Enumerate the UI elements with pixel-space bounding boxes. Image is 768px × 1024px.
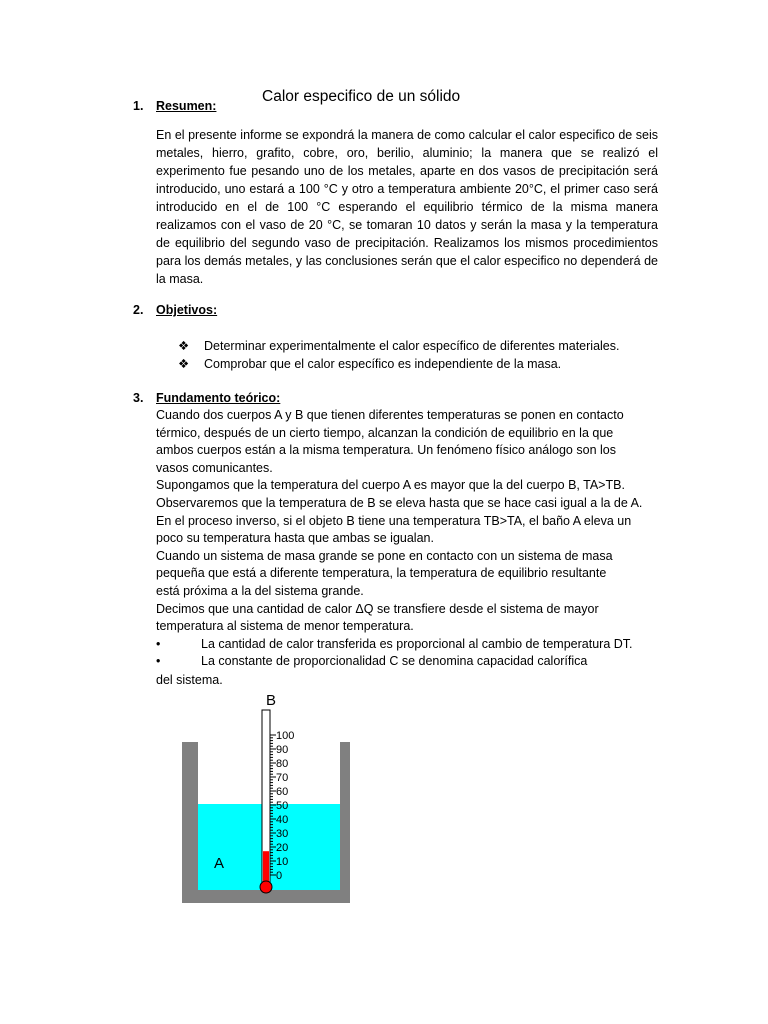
scale-label: 50 <box>276 800 289 812</box>
section-3-heading: Fundamento teórico: <box>156 391 281 405</box>
theory-line: temperatura al sistema de menor temperatura. <box>156 619 414 633</box>
thermometer-bulb <box>260 881 272 893</box>
theory-closing: del sistema. <box>156 673 223 687</box>
diamond-bullet-icon: ❖ <box>178 357 190 371</box>
theory-line: Observaremos que la temperatura de B se eleva hasta que se hace casi igual a la de A. <box>156 496 643 510</box>
scale-label: 10 <box>276 856 289 868</box>
section-2-heading: Objetivos: <box>156 303 218 317</box>
scale-label: 90 <box>276 744 289 756</box>
document-title: Calor especifico de un sólido <box>262 88 461 105</box>
round-bullet-icon: • <box>156 654 161 668</box>
scale-label: 40 <box>276 814 289 826</box>
theory-line: En el proceso inverso, si el objeto B tiene una temperatura TB>TA, el baño A eleva un <box>156 514 632 528</box>
objective-item <box>178 356 561 371</box>
theory-line: Supongamos que la temperatura del cuerpo A es mayor que la del cuerpo B, TA>TB. <box>156 478 625 492</box>
objective-text: Determinar experimentalmente el calor específico de diferentes materiales. <box>204 339 620 353</box>
section-1-number: 1. <box>133 99 144 113</box>
section-3-number: 3. <box>133 391 144 405</box>
thermometer-label: B <box>265 692 277 709</box>
theory-line: Cuando un sistema de masa grande se pone en contacto con un sistema de masa <box>156 549 613 563</box>
scale-label: 80 <box>276 758 289 770</box>
diamond-bullet-icon: ❖ <box>178 339 190 353</box>
thermometer-bath-figure <box>170 686 350 908</box>
theory-bullet-text: La constante de proporcionalidad C se denomina capacidad calorífica <box>201 654 588 668</box>
round-bullet-icon: • <box>156 637 161 651</box>
theory-bullet-text: La cantidad de calor transferida es proporcional al cambio de temperatura DT. <box>201 637 633 651</box>
theory-bullet <box>156 637 633 651</box>
theory-line: vasos comunicantes. <box>156 461 273 475</box>
theory-bullet <box>156 654 587 668</box>
scale-label: 70 <box>276 772 289 784</box>
theory-line: poco su temperatura hasta que ambas se igualan. <box>156 531 434 545</box>
scale-label: 100 <box>276 730 295 742</box>
theory-line: pequeña que está a diferente temperatura, la temperatura de equilibrio resultante <box>156 566 607 580</box>
theory-line: Decimos que una cantidad de calor ΔQ se transfiere desde el sistema de mayor <box>156 602 599 616</box>
objective-item <box>178 338 619 353</box>
scale-label: 30 <box>276 828 289 840</box>
theory-line: ambos cuerpos están a la misma temperatura. Un fenómeno físico análogo son los <box>156 443 616 457</box>
mercury-column <box>263 851 269 882</box>
scale-label: 20 <box>276 842 289 854</box>
scale-label: 0 <box>276 870 283 882</box>
scale-label: 60 <box>276 786 289 798</box>
bath-label: A <box>213 855 225 872</box>
summary-paragraph: En el presente informe se expondrá la manera de como calcular el calor especifico de seis metales, hierro, grafito, cobre, oro, berilio, aluminio; la manera que se realizó el experimento fue pesando uno de los metales, aparte en dos vasos de precipitación será introducido, uno estará a 100 °C y otro a temperatura ambiente 20°C, el primer caso será introducido en el de 100 °C esperando el equilibrio térmico de la misma manera realizamos con el vaso de 20 °C, se tomaran 10 datos y serán la masa y la temperatura de equilibrio del segundo vaso de precipitación. Realizamos los mismos procedimientos para los demás metales, y las conclusiones serán que el calor especifico no dependerá de la masa. <box>156 128 658 286</box>
section-1-heading: Resumen: <box>156 99 217 113</box>
objective-text: Comprobar que el calor específico es independiente de la masa. <box>204 357 562 371</box>
theory-line: está próxima a la del sistema grande. <box>156 584 364 598</box>
section-2-number: 2. <box>133 303 144 317</box>
theory-line: térmico, después de un cierto tiempo, alcanzan la condición de equilibrio en la que <box>156 426 614 440</box>
theory-line: Cuando dos cuerpos A y B que tienen diferentes temperaturas se ponen en contacto <box>156 408 624 422</box>
